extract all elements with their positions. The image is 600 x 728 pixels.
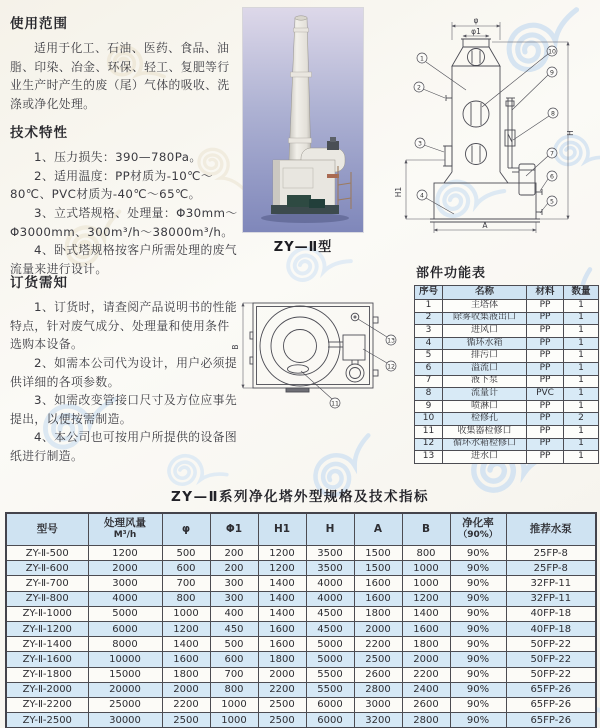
- svg-text:10: 10: [548, 48, 556, 56]
- spec-cell: 700: [162, 576, 210, 591]
- spec-cell: 4000: [306, 576, 354, 591]
- spec-row: [6, 713, 596, 728]
- spec-row: [6, 637, 596, 652]
- spec-cell: 800: [210, 682, 258, 697]
- callout-3: [415, 138, 444, 152]
- order-heading: 订货需知: [10, 275, 68, 291]
- svg-text:3: 3: [418, 140, 422, 148]
- spec-cell: 1600: [162, 652, 210, 667]
- tower-photo-illustration: [243, 8, 363, 232]
- spec-cell: 90%: [450, 697, 506, 712]
- callout-12: [363, 349, 396, 371]
- parts-cell: PP: [527, 413, 564, 426]
- parts-row: [415, 438, 599, 451]
- svg-text:H: H: [566, 130, 575, 136]
- tech-item: 4、卧式塔规格按客户所需处理的废气流量来进行设计。: [10, 243, 238, 276]
- spec-cell: 90%: [450, 637, 506, 652]
- svg-text:H1: H1: [394, 186, 403, 198]
- spec-cell: 90%: [450, 576, 506, 591]
- parts-cell: 12: [415, 438, 443, 451]
- spec-cell: 2000: [88, 561, 162, 576]
- svg-text:2: 2: [417, 84, 421, 92]
- section-tech: [10, 121, 244, 278]
- parts-panel: [414, 262, 598, 464]
- usage-body: 适用于化工、石油、医药、食品、油脂、印染、冶金、环保、轻工、复肥等行业生产时产生的废（尾）气体的吸收、洗涤或净化处理。: [10, 41, 230, 111]
- parts-cell: 1: [564, 312, 599, 325]
- parts-cell: 9: [415, 400, 443, 413]
- spec-cell: 2200: [258, 682, 306, 697]
- inlet-flange: [443, 95, 452, 166]
- parts-cell: 喷淋口: [443, 400, 527, 413]
- spec-cell: 1800: [354, 606, 402, 621]
- section-usage: [10, 12, 240, 114]
- spec-cell: 32FP-11: [506, 576, 596, 591]
- spec-cell: 1000: [402, 576, 450, 591]
- spec-cell: 500: [210, 637, 258, 652]
- spec-cell: 300: [210, 591, 258, 606]
- callout-1: [417, 53, 466, 90]
- parts-cell: PP: [527, 312, 564, 325]
- parts-cell: 主塔体: [443, 300, 527, 313]
- parts-col-header: 材料: [527, 286, 564, 300]
- spec-table: [5, 512, 597, 728]
- parts-cell: 3: [415, 325, 443, 338]
- parts-cell: 2: [415, 312, 443, 325]
- dim-phi1: [463, 27, 489, 36]
- spec-cell: ZY-Ⅱ-2000: [6, 682, 88, 697]
- spec-cell: ZY-Ⅱ-500: [6, 546, 88, 561]
- spec-col-header: A: [354, 513, 402, 546]
- spec-cell: 1800: [162, 667, 210, 682]
- spec-cell: 4500: [306, 621, 354, 636]
- spec-cell: 2800: [402, 713, 450, 728]
- spec-cell: 1400: [258, 591, 306, 606]
- dim-b: [231, 303, 253, 388]
- parts-cell: 1: [564, 300, 599, 313]
- parts-row: [415, 312, 599, 325]
- spec-row: [6, 606, 596, 621]
- spec-cell: 4000: [88, 591, 162, 606]
- spec-cell: 90%: [450, 621, 506, 636]
- spec-cell: ZY-Ⅱ-1000: [6, 606, 88, 621]
- spec-cell: ZY-Ⅱ-1800: [6, 667, 88, 682]
- spec-row: [6, 621, 596, 636]
- parts-row: [415, 300, 599, 313]
- spec-row: [6, 576, 596, 591]
- spec-cell: ZY-Ⅱ-1400: [6, 637, 88, 652]
- spec-cell: 600: [162, 561, 210, 576]
- callout-8: [513, 108, 558, 140]
- parts-cell: 11: [415, 425, 443, 438]
- spec-cell: 300: [210, 576, 258, 591]
- spec-cell: 1400: [162, 637, 210, 652]
- spec-col-header: B: [402, 513, 450, 546]
- section-order: [10, 271, 238, 466]
- spec-cell: 1600: [354, 576, 402, 591]
- parts-row: [415, 451, 599, 464]
- spec-cell: ZY-Ⅱ-600: [6, 561, 88, 576]
- parts-row: [415, 425, 599, 438]
- spec-cell: 5000: [88, 606, 162, 621]
- usage-heading: 使用范围: [10, 16, 68, 32]
- parts-cell: 流量计: [443, 388, 527, 401]
- parts-cell: 1: [415, 300, 443, 313]
- spec-cell: 800: [162, 591, 210, 606]
- spec-row: [6, 652, 596, 667]
- spec-cell: 2000: [402, 652, 450, 667]
- parts-cell: 检修孔: [443, 413, 527, 426]
- spec-cell: 4500: [306, 606, 354, 621]
- spec-cell: 5500: [306, 667, 354, 682]
- parts-cell: 进水口: [443, 451, 527, 464]
- spec-cell: 1500: [354, 546, 402, 561]
- spec-col-header: 推荐水泵: [506, 513, 596, 546]
- parts-cell: 1: [564, 337, 599, 350]
- svg-text:7: 7: [550, 150, 554, 158]
- spec-cell: 500: [162, 546, 210, 561]
- spec-col-header: H: [306, 513, 354, 546]
- parts-cell: 1: [564, 425, 599, 438]
- parts-heading: 部件功能表: [416, 266, 487, 281]
- parts-cell: PP: [527, 400, 564, 413]
- spec-row: [6, 682, 596, 697]
- spec-cell: 400: [210, 606, 258, 621]
- spec-cell: 30000: [88, 713, 162, 728]
- parts-cell: 8: [415, 388, 443, 401]
- spec-cell: 2800: [354, 682, 402, 697]
- parts-cell: 溢流口: [443, 362, 527, 375]
- parts-cell: 6: [415, 362, 443, 375]
- parts-cell: 循环水箱: [443, 337, 527, 350]
- spec-cell: 15000: [88, 667, 162, 682]
- parts-cell: 5: [415, 350, 443, 363]
- tech-item: 1、压力损失：390—780Pa。: [34, 150, 202, 164]
- order-item: 4、本公司也可按用户所提供的设备图纸进行制造。: [10, 430, 238, 463]
- parts-cell: 液下泵: [443, 375, 527, 388]
- spec-cell: ZY-Ⅱ-700: [6, 576, 88, 591]
- spec-cell: 1400: [402, 606, 450, 621]
- spec-cell: 90%: [450, 713, 506, 728]
- spec-cell: 25000: [88, 697, 162, 712]
- parts-table: [414, 285, 599, 464]
- spec-col-header: 处理风量 M³/h: [88, 513, 162, 546]
- parts-cell: 除雾收集液出口: [443, 312, 527, 325]
- spray-pipe-and-pump: [505, 98, 542, 215]
- parts-cell: PP: [527, 438, 564, 451]
- parts-cell: 1: [564, 451, 599, 464]
- spec-cell: 1000: [210, 697, 258, 712]
- spec-cell: 1200: [258, 561, 306, 576]
- side-elevation-diagram: [392, 2, 598, 256]
- spec-cell: ZY-Ⅱ-1600: [6, 652, 88, 667]
- tech-item: 3、立式塔规格、处理量：Φ30mm～Φ3000mm、300m³/h～38000m³/h。: [10, 205, 238, 239]
- svg-text:11: 11: [331, 400, 339, 408]
- spec-cell: 1400: [258, 576, 306, 591]
- spec-cell: 1200: [162, 621, 210, 636]
- spec-cell: 1400: [258, 606, 306, 621]
- order-item: 3、如需改变管接口尺寸及方位应事先提出，以便按需制造。: [10, 393, 238, 426]
- product-photo: [243, 8, 363, 232]
- parts-cell: 进风口: [443, 325, 527, 338]
- parts-cell: 1: [564, 325, 599, 338]
- spec-cell: 25FP-8: [506, 561, 596, 576]
- spec-cell: 1600: [258, 637, 306, 652]
- parts-cell: PP: [527, 300, 564, 313]
- callout-5: [540, 196, 557, 213]
- spec-cell: 2200: [354, 637, 402, 652]
- spec-cell: 1000: [210, 713, 258, 728]
- spec-cell: 1000: [402, 561, 450, 576]
- parts-cell: PP: [527, 451, 564, 464]
- spec-cell: ZY-Ⅱ-800: [6, 591, 88, 606]
- spec-cell: 1200: [258, 546, 306, 561]
- parts-cell: 1: [564, 350, 599, 363]
- spec-cell: 1200: [88, 546, 162, 561]
- spec-cell: ZY-Ⅱ-1200: [6, 621, 88, 636]
- svg-text:13: 13: [387, 337, 395, 345]
- spec-cell: 1200: [402, 591, 450, 606]
- svg-text:5: 5: [550, 198, 554, 206]
- spec-cell: 50FP-22: [506, 637, 596, 652]
- spec-cell: 6000: [88, 621, 162, 636]
- spec-cell: 2500: [354, 652, 402, 667]
- spec-col-header: φ: [162, 513, 210, 546]
- order-item: 2、如需本公司代为设计，用户必须提供详细的各项参数。: [10, 355, 238, 389]
- tech-item-list: [10, 148, 244, 278]
- parts-cell: 1: [564, 438, 599, 451]
- spec-cell: 65FP-26: [506, 697, 596, 712]
- parts-cell: 7: [415, 375, 443, 388]
- spec-cell: 65FP-26: [506, 682, 596, 697]
- parts-cell: PP: [527, 375, 564, 388]
- parts-cell: PVC: [527, 388, 564, 401]
- spec-cell: 2600: [354, 667, 402, 682]
- spec-cell: 8000: [88, 637, 162, 652]
- spec-cell: 90%: [450, 546, 506, 561]
- spec-row: [6, 591, 596, 606]
- svg-text:6: 6: [550, 173, 554, 181]
- spec-cell: 3500: [306, 546, 354, 561]
- spec-cell: 2500: [258, 713, 306, 728]
- spec-cell: 65FP-26: [506, 713, 596, 728]
- spec-cell: 10000: [88, 652, 162, 667]
- spec-cell: 90%: [450, 682, 506, 697]
- parts-row: [415, 388, 599, 401]
- spec-cell: 1600: [354, 591, 402, 606]
- parts-cell: PP: [527, 425, 564, 438]
- parts-cell: 收集器检修口: [443, 425, 527, 438]
- spec-cell: 2500: [162, 713, 210, 728]
- spec-cell: 3000: [88, 576, 162, 591]
- tech-heading: 技术特性: [10, 125, 68, 141]
- spec-cell: 2400: [402, 682, 450, 697]
- parts-cell: 1: [564, 400, 599, 413]
- spec-cell: 40FP-18: [506, 621, 596, 636]
- parts-cell: 1: [564, 362, 599, 375]
- svg-text:9: 9: [550, 69, 554, 77]
- spec-cell: 5000: [306, 637, 354, 652]
- spec-cell: 1500: [354, 561, 402, 576]
- parts-cell: 循环水箱检修口: [443, 438, 527, 451]
- spec-cell: 32FP-11: [506, 591, 596, 606]
- order-item: 1、订货时，请查阅产品说明书的性能特点，针对废气成分、处理量和使用条件选购本设备。: [10, 300, 238, 352]
- parts-cell: 13: [415, 451, 443, 464]
- parts-row: [415, 362, 599, 375]
- spec-cell: 200: [210, 561, 258, 576]
- dim-h1: [394, 160, 445, 219]
- parts-row: [415, 337, 599, 350]
- spec-cell: 50FP-22: [506, 667, 596, 682]
- spec-cell: 1600: [402, 621, 450, 636]
- parts-cell: PP: [527, 325, 564, 338]
- spec-col-header: Φ1: [210, 513, 258, 546]
- svg-text:8: 8: [551, 110, 555, 118]
- svg-text:B: B: [231, 344, 240, 350]
- spec-cell: 90%: [450, 561, 506, 576]
- spec-table-title: ZY—Ⅱ系列净化塔外型规格及技术指标: [171, 489, 429, 505]
- spec-cell: 200: [210, 546, 258, 561]
- spec-row: [6, 667, 596, 682]
- spec-cell: 90%: [450, 606, 506, 621]
- spec-cell: ZY-Ⅱ-2500: [6, 713, 88, 728]
- spec-cell: 1000: [162, 606, 210, 621]
- top-view-diagram: [228, 286, 412, 470]
- parts-cell: 排污口: [443, 350, 527, 363]
- svg-text:φ1: φ1: [471, 27, 481, 36]
- spec-cell: 1800: [258, 652, 306, 667]
- parts-row: [415, 375, 599, 388]
- spec-cell: 90%: [450, 591, 506, 606]
- svg-text:φ: φ: [473, 16, 479, 25]
- parts-cell: 10: [415, 413, 443, 426]
- spec-cell: 3500: [306, 561, 354, 576]
- svg-text:1: 1: [420, 55, 424, 63]
- spec-cell: ZY-Ⅱ-2200: [6, 697, 88, 712]
- svg-text:4: 4: [420, 192, 424, 200]
- parts-cell: PP: [527, 337, 564, 350]
- parts-cell: PP: [527, 350, 564, 363]
- spec-col-header: H1: [258, 513, 306, 546]
- spec-cell: 2200: [402, 667, 450, 682]
- spec-cell: 6000: [306, 697, 354, 712]
- spec-cell: 25FP-8: [506, 546, 596, 561]
- spec-cell: 2500: [258, 697, 306, 712]
- spec-cell: 3200: [354, 713, 402, 728]
- spec-cell: 2600: [402, 697, 450, 712]
- parts-col-header: 名称: [443, 286, 527, 300]
- spec-cell: 90%: [450, 667, 506, 682]
- spec-row: [6, 561, 596, 576]
- spec-cell: 6000: [306, 713, 354, 728]
- spec-cell: 50FP-22: [506, 652, 596, 667]
- topview-outline: [250, 303, 378, 392]
- svg-text:12: 12: [387, 363, 395, 371]
- spec-cell: 2000: [354, 621, 402, 636]
- parts-row: [415, 413, 599, 426]
- spec-row: [6, 546, 596, 561]
- parts-cell: 2: [564, 413, 599, 426]
- spec-cell: 40FP-18: [506, 606, 596, 621]
- parts-row: [415, 350, 599, 363]
- spec-cell: 3000: [354, 697, 402, 712]
- callout-4: [417, 190, 454, 214]
- spec-cell: 4000: [306, 591, 354, 606]
- spec-cell: 2200: [162, 697, 210, 712]
- photo-caption: ZY—Ⅱ型: [273, 240, 333, 255]
- svg-text:A: A: [482, 221, 488, 230]
- spec-cell: 20000: [88, 682, 162, 697]
- callout-6: [540, 171, 557, 191]
- spec-cell: 800: [402, 546, 450, 561]
- callout-2: [414, 82, 445, 98]
- dim-a: [434, 221, 536, 233]
- parts-row: [415, 325, 599, 338]
- spec-col-header: 净化率 （90%）: [450, 513, 506, 546]
- spec-cell: 90%: [450, 652, 506, 667]
- tech-item: 2、适用温度：PP材质为-10℃～80℃、PVC材质为-40℃～65℃。: [10, 168, 214, 202]
- spec-cell: 5500: [306, 682, 354, 697]
- parts-cell: 1: [564, 375, 599, 388]
- dim-h: [492, 42, 575, 219]
- spec-row: [6, 697, 596, 712]
- parts-cell: PP: [527, 362, 564, 375]
- spec-cell: 600: [210, 652, 258, 667]
- spec-cell: 450: [210, 621, 258, 636]
- spec-cell: 1800: [402, 637, 450, 652]
- parts-col-header: 序号: [415, 286, 443, 300]
- spec-cell: 1600: [258, 621, 306, 636]
- spec-cell: 2000: [162, 682, 210, 697]
- order-item-list: [10, 298, 238, 466]
- parts-cell: 1: [564, 388, 599, 401]
- parts-row: [415, 400, 599, 413]
- parts-cell: 4: [415, 337, 443, 350]
- callout-9: [512, 67, 557, 110]
- spec-cell: 5000: [306, 652, 354, 667]
- parts-col-header: 数量: [564, 286, 599, 300]
- spec-cell: 2000: [258, 667, 306, 682]
- spec-cell: 700: [210, 667, 258, 682]
- spec-col-header: 型号: [6, 513, 88, 546]
